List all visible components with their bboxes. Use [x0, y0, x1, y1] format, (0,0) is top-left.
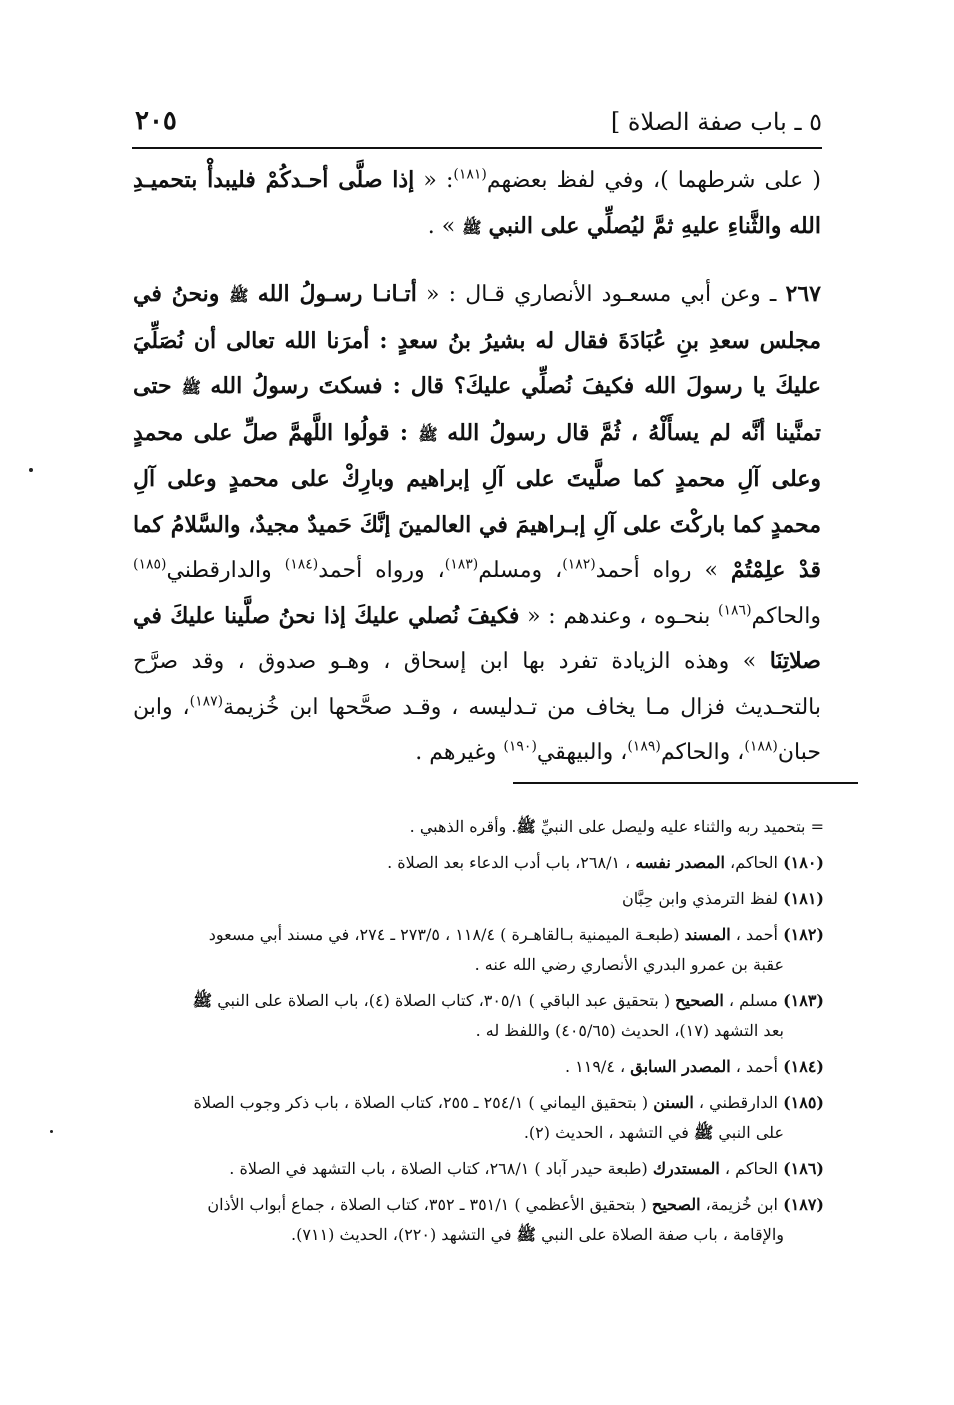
footnote-number: (١٨١): [783, 889, 824, 908]
footnote-ref-183[interactable]: (١٨٣): [444, 556, 479, 573]
footnote-ref-187[interactable]: (١٨٧): [189, 693, 224, 710]
pbuh-glyph: ﷺ: [694, 1123, 714, 1142]
footnote-183: (١٨٣) مسلم ، الصحيح ( بتحقيق عبد الباقي ) ٣٠٥/١، كتاب الصلاة (٤)، باب الصلاة على النبي ﷺ بعد التشهد (١٧)، الحديث (٤٠٥/٦٥) واللفظ له .: [192, 991, 824, 1040]
footnote-ref-181[interactable]: (١٨١): [453, 166, 487, 183]
pbuh-glyph: ﷺ: [516, 1225, 536, 1244]
header-rule: [132, 147, 822, 149]
pbuh-glyph: ﷺ: [462, 217, 482, 237]
footnote-182: (١٨٢) أحمد ، المسند (طبعـة الميمنية بـالقاهـرة ) ١١٨/٤ ، ٢٧٣/٥ ـ ٢٧٤، في مسند أبي مسعود عقبة بن عمرو البدري الأنصاري رضي الله عنه .: [208, 925, 824, 974]
footnote-185: (١٨٥) الدارقطني ، السنن ( بتحقيق اليماني ) ٢٥٤/١ ـ ٢٥٥، كتاب الصلاة ، باب ذكر وجوب الصلاة على النبي ﷺ في التشهد ، الحديث (٢).: [193, 1093, 824, 1142]
footnote-180: (١٨٠) الحاكم، المصدر نفسه ، ٢٦٨/١، باب أدب الدعاء بعد الصلاة .: [387, 853, 824, 872]
footnote-number: (١٨٦): [783, 1159, 824, 1178]
footnote-number: (١٨٠): [783, 853, 824, 872]
footnote-number: (١٨٣): [783, 991, 824, 1010]
running-header: [135, 100, 822, 144]
footnote-187: (١٨٧) ابن خُزيمة، الصحيح ( بتحقيق الأعظمي ) ٣٥١/١ ـ ٣٥٢، كتاب الصلاة ، جماع أبواب الأذان والإقامة ، باب صفة الصلاة على النبي ﷺ في التشهد (٢٢٠)، الحديث (٧١١).: [207, 1195, 824, 1244]
footnote-ref-189[interactable]: (١٨٩): [627, 738, 661, 755]
page-number: ٢٠٥: [135, 106, 177, 136]
hadith-number: ٢٦٧: [785, 281, 821, 307]
chapter-title: ٥ ـ باب صفة الصلاة ]: [610, 108, 822, 136]
footnote-ref-185[interactable]: (١٨٥): [133, 556, 167, 573]
footnote-ref-184[interactable]: (١٨٤): [284, 556, 319, 573]
pbuh-glyph: ﷺ: [181, 378, 201, 397]
footnote-number: (١٨٧): [783, 1195, 824, 1214]
pbuh-glyph: ﷺ: [229, 286, 249, 305]
footnotes: [137, 812, 824, 1256]
footnote-number: (١٨٢): [783, 925, 824, 944]
scan-speck: [29, 468, 33, 472]
footnote-separator: [513, 782, 858, 784]
footnote-ref-188[interactable]: (١٨٨): [744, 738, 778, 755]
footnote-181: (١٨١) لفظ الترمذي وابن حِبَّان: [621, 889, 824, 908]
main-text: [133, 158, 821, 776]
pbuh-glyph: ﷺ: [516, 817, 536, 836]
footnote-ref-186[interactable]: (١٨٦): [718, 602, 752, 619]
footnote-continuation: = بتحميد ربه والثناء عليه وليصل على النبيِّ ﷺ. وأقره الذهبي .: [409, 817, 824, 836]
scan-speck: [50, 1130, 53, 1133]
footnote-number: (١٨٤): [783, 1057, 824, 1076]
paragraph-intro: ( على شرطهما )، وفي لفظ بعضهم$^{(١٨١)}$: « إذا صلَّى أحـدكُمْ فليبدأْ بتحميـدِ الله والثَّناءِ عليهِ ثمَّ ليُصلِّي على النبي ﷺ » .: [133, 166, 821, 239]
pbuh-glyph: ﷺ: [418, 424, 438, 444]
hadith-quote: أتـانـا رسـولُ الله: [257, 281, 417, 307]
footnote-184: (١٨٤) أحمد ، المصدر السابق ، ١١٩/٤ .: [564, 1057, 824, 1076]
pbuh-glyph: ﷺ: [192, 991, 213, 1010]
hadith-quote: إذا صلَّى أحـدكُمْ فليبدأْ بتحميـدِ الله والثَّناءِ عليهِ ثمَّ ليُصلِّي على النبي: [133, 167, 821, 239]
footnote-number: (١٨٥): [783, 1093, 824, 1112]
footnote-ref-190[interactable]: (١٩٠): [503, 738, 537, 755]
footnote-ref-182[interactable]: (١٨٢): [562, 556, 596, 573]
paragraph-hadith-267: ٢٦٧ ـ وعن أبي مسعـود الأنصاري قـال : « أتـانـا رسـولُ الله ﷺ ونحنُ في مجلس سعدِ بنِ عُبَادَةَ فقال له بشيرُ بنُ سعدٍ : أمرَنا الله تعالى أن نُصَلِّيَ عليكَ يا رسولَ الله فكيفَ نُصلِّي عليكَ؟ قال : فسكتَ رسولُ الله ﷺ حتى تمنَّينا أنَّه لم يسأَلْهُ ، ثُمَّ قال رسولُ الله ﷺ : قولُوا اللَّهمَّ صلِّ على محمدٍ وعلى آلِ محمدٍ كما صلَّيتَ على آلِ إبراهيم وبارِكْ على محمدٍ وعلى آلِ محمدٍ كما باركْتَ على آلِ إبـراهيمَ في العالمينَ إنَّكَ حَميدٌ مجيدٌ، والسَّلامُ كما قدْ علِمْتُمْ » رواه أحمد$^{(١٨٢)}$، ومسلم$^{(١٨٣)}$، ورواه أحمد$^{(١٨٤)}$ والدارقطني$^{(١٨٥)}$ والحاكم$^{(١٨٦)}$ بنحـوه ، وعندهم : « فكيفَ نُصلي عليكَ إذا نحنُ صلَّينا عليكَ في صلاتِنَا » وهذه الزيادة تفرد بها ابن إسحاق ، وهـو صدوق ، وقد صرَّح بالتحـديث فزال مـا يخاف من تـدليسه ، وقـد صحَّحها ابن خُزيمة$^{(١٨٧)}$، وابن حبان$^{(١٨٨)}$، والحاكم$^{(١٨٩)}$، والبيهقي$^{(١٩٠)}$ وغيرهم .: [133, 281, 822, 765]
footnote-186: (١٨٦) الحاكم ، المستدرك (طبعة حيدر آباد ) ٢٦٨/١، كتاب الصلاة ، باب التشهد في الصلاة .: [229, 1159, 824, 1178]
